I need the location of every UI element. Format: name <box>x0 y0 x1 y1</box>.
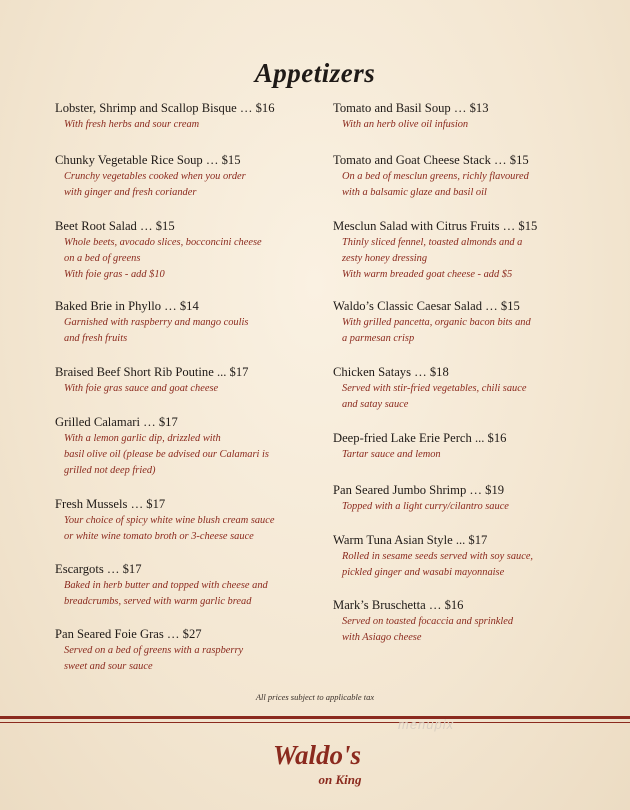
menu-item <box>55 414 320 479</box>
item-name: Warm Tuna Asian Style ... $17 <box>333 533 488 547</box>
item-description: Rolled in sesame seeds served with soy sauce, <box>342 551 534 562</box>
item-name: Deep-fried Lake Erie Perch ... $16 <box>333 431 507 445</box>
item-name: Pan Seared Foie Gras … $27 <box>55 627 202 641</box>
item-description: Crunchy vegetables cooked when you order <box>64 171 246 182</box>
item-name: Tomato and Goat Cheese Stack … $15 <box>333 153 529 167</box>
page-title: Appetizers <box>254 58 376 88</box>
item-name: Fresh Mussels … $17 <box>55 497 166 511</box>
menu-item <box>55 218 320 283</box>
menu-item <box>333 430 603 463</box>
item-name: Escargots … $17 <box>55 562 142 576</box>
item-description: Served with stir-fried vegetables, chili sauce <box>342 383 527 394</box>
item-description: Tartar sauce and lemon <box>342 449 441 460</box>
divider-line <box>0 716 630 719</box>
item-name: Mark’s Bruschetta … $16 <box>333 598 464 612</box>
item-description: with Asiago cheese <box>342 632 422 643</box>
item-description: and satay sauce <box>342 399 409 410</box>
menu-item <box>333 482 603 515</box>
item-description: and fresh fruits <box>64 333 128 344</box>
item-description: Your choice of spicy white wine blush cream sauce <box>64 515 275 526</box>
item-description: grilled not deep fried) <box>64 465 156 476</box>
tax-footnote: All prices subject to applicable tax <box>255 692 375 702</box>
menu-item <box>55 364 320 397</box>
menu-item <box>55 496 320 545</box>
menu-item <box>55 298 320 347</box>
item-description: or white wine tomato broth or 3-cheese sauce <box>64 531 254 542</box>
item-description: Served on toasted focaccia and sprinkled <box>342 616 514 627</box>
item-description: Thinly sliced fennel, toasted almonds and a <box>342 237 523 248</box>
menu-item <box>333 218 603 283</box>
menu-item <box>55 561 320 610</box>
item-name: Lobster, Shrimp and Scallop Bisque … $16 <box>55 101 275 115</box>
divider-line <box>0 722 630 723</box>
item-description: Whole beets, avocado slices, bocconcini cheese <box>64 237 262 248</box>
item-description: Garnished with raspberry and mango coulis <box>64 317 249 328</box>
item-description: breadcrumbs, served with warm garlic bread <box>64 596 252 607</box>
item-name: Mesclun Salad with Citrus Fruits … $15 <box>333 219 538 233</box>
item-description: With a lemon garlic dip, drizzled with <box>64 433 221 444</box>
item-description: Served on a bed of greens with a raspberry <box>64 645 244 656</box>
item-addon: With foie gras - add $10 <box>64 269 165 280</box>
item-description: With grilled pancetta, organic bacon bits and <box>342 317 531 328</box>
item-name: Chunky Vegetable Rice Soup … $15 <box>55 153 241 167</box>
menu-item <box>55 152 320 201</box>
item-description: Baked in herb butter and topped with cheese and <box>64 580 268 591</box>
item-description: basil olive oil (please be advised our Calamari is <box>64 449 269 460</box>
restaurant-logo <box>262 734 372 794</box>
item-description: zesty honey dressing <box>342 253 428 264</box>
item-description: on a bed of greens <box>64 253 141 264</box>
item-description: With foie gras sauce and goat cheese <box>64 383 219 394</box>
item-name: Braised Beef Short Rib Poutine ... $17 <box>55 365 249 379</box>
watermark: menupix <box>398 717 455 732</box>
menu-item <box>333 100 603 133</box>
item-name: Grilled Calamari … $17 <box>55 415 178 429</box>
item-description: Topped with a light curry/cilantro sauce <box>342 501 509 512</box>
menu-item <box>55 626 320 675</box>
item-description: with ginger and fresh coriander <box>64 187 197 198</box>
menu-item <box>333 364 603 413</box>
item-description: pickled ginger and wasabi mayonnaise <box>342 567 505 578</box>
item-description: On a bed of mesclun greens, richly flavoured <box>342 171 529 182</box>
item-name: Pan Seared Jumbo Shrimp … $19 <box>333 483 505 497</box>
item-addon: With warm breaded goat cheese - add $5 <box>342 269 513 280</box>
item-name: Tomato and Basil Soup … $13 <box>333 101 489 115</box>
logo-tagline: on King <box>318 772 362 787</box>
item-name: Chicken Satays … $18 <box>333 365 449 379</box>
menu-item <box>333 532 603 581</box>
item-description: With fresh herbs and sour cream <box>64 119 200 130</box>
item-name: Waldo’s Classic Caesar Salad … $15 <box>333 299 520 313</box>
item-name: Baked Brie in Phyllo … $14 <box>55 299 199 313</box>
logo-name: Waldo's <box>272 740 362 770</box>
item-description: With an herb olive oil infusion <box>342 119 469 130</box>
menu-item <box>333 152 603 201</box>
menu-item <box>333 298 603 347</box>
menu-item <box>55 100 320 133</box>
item-name: Beet Root Salad … $15 <box>55 219 175 233</box>
item-description: a parmesan crisp <box>342 333 415 344</box>
menu-item <box>333 597 603 646</box>
item-description: sweet and sour sauce <box>64 661 153 672</box>
item-description: with a balsamic glaze and basil oil <box>342 187 487 198</box>
